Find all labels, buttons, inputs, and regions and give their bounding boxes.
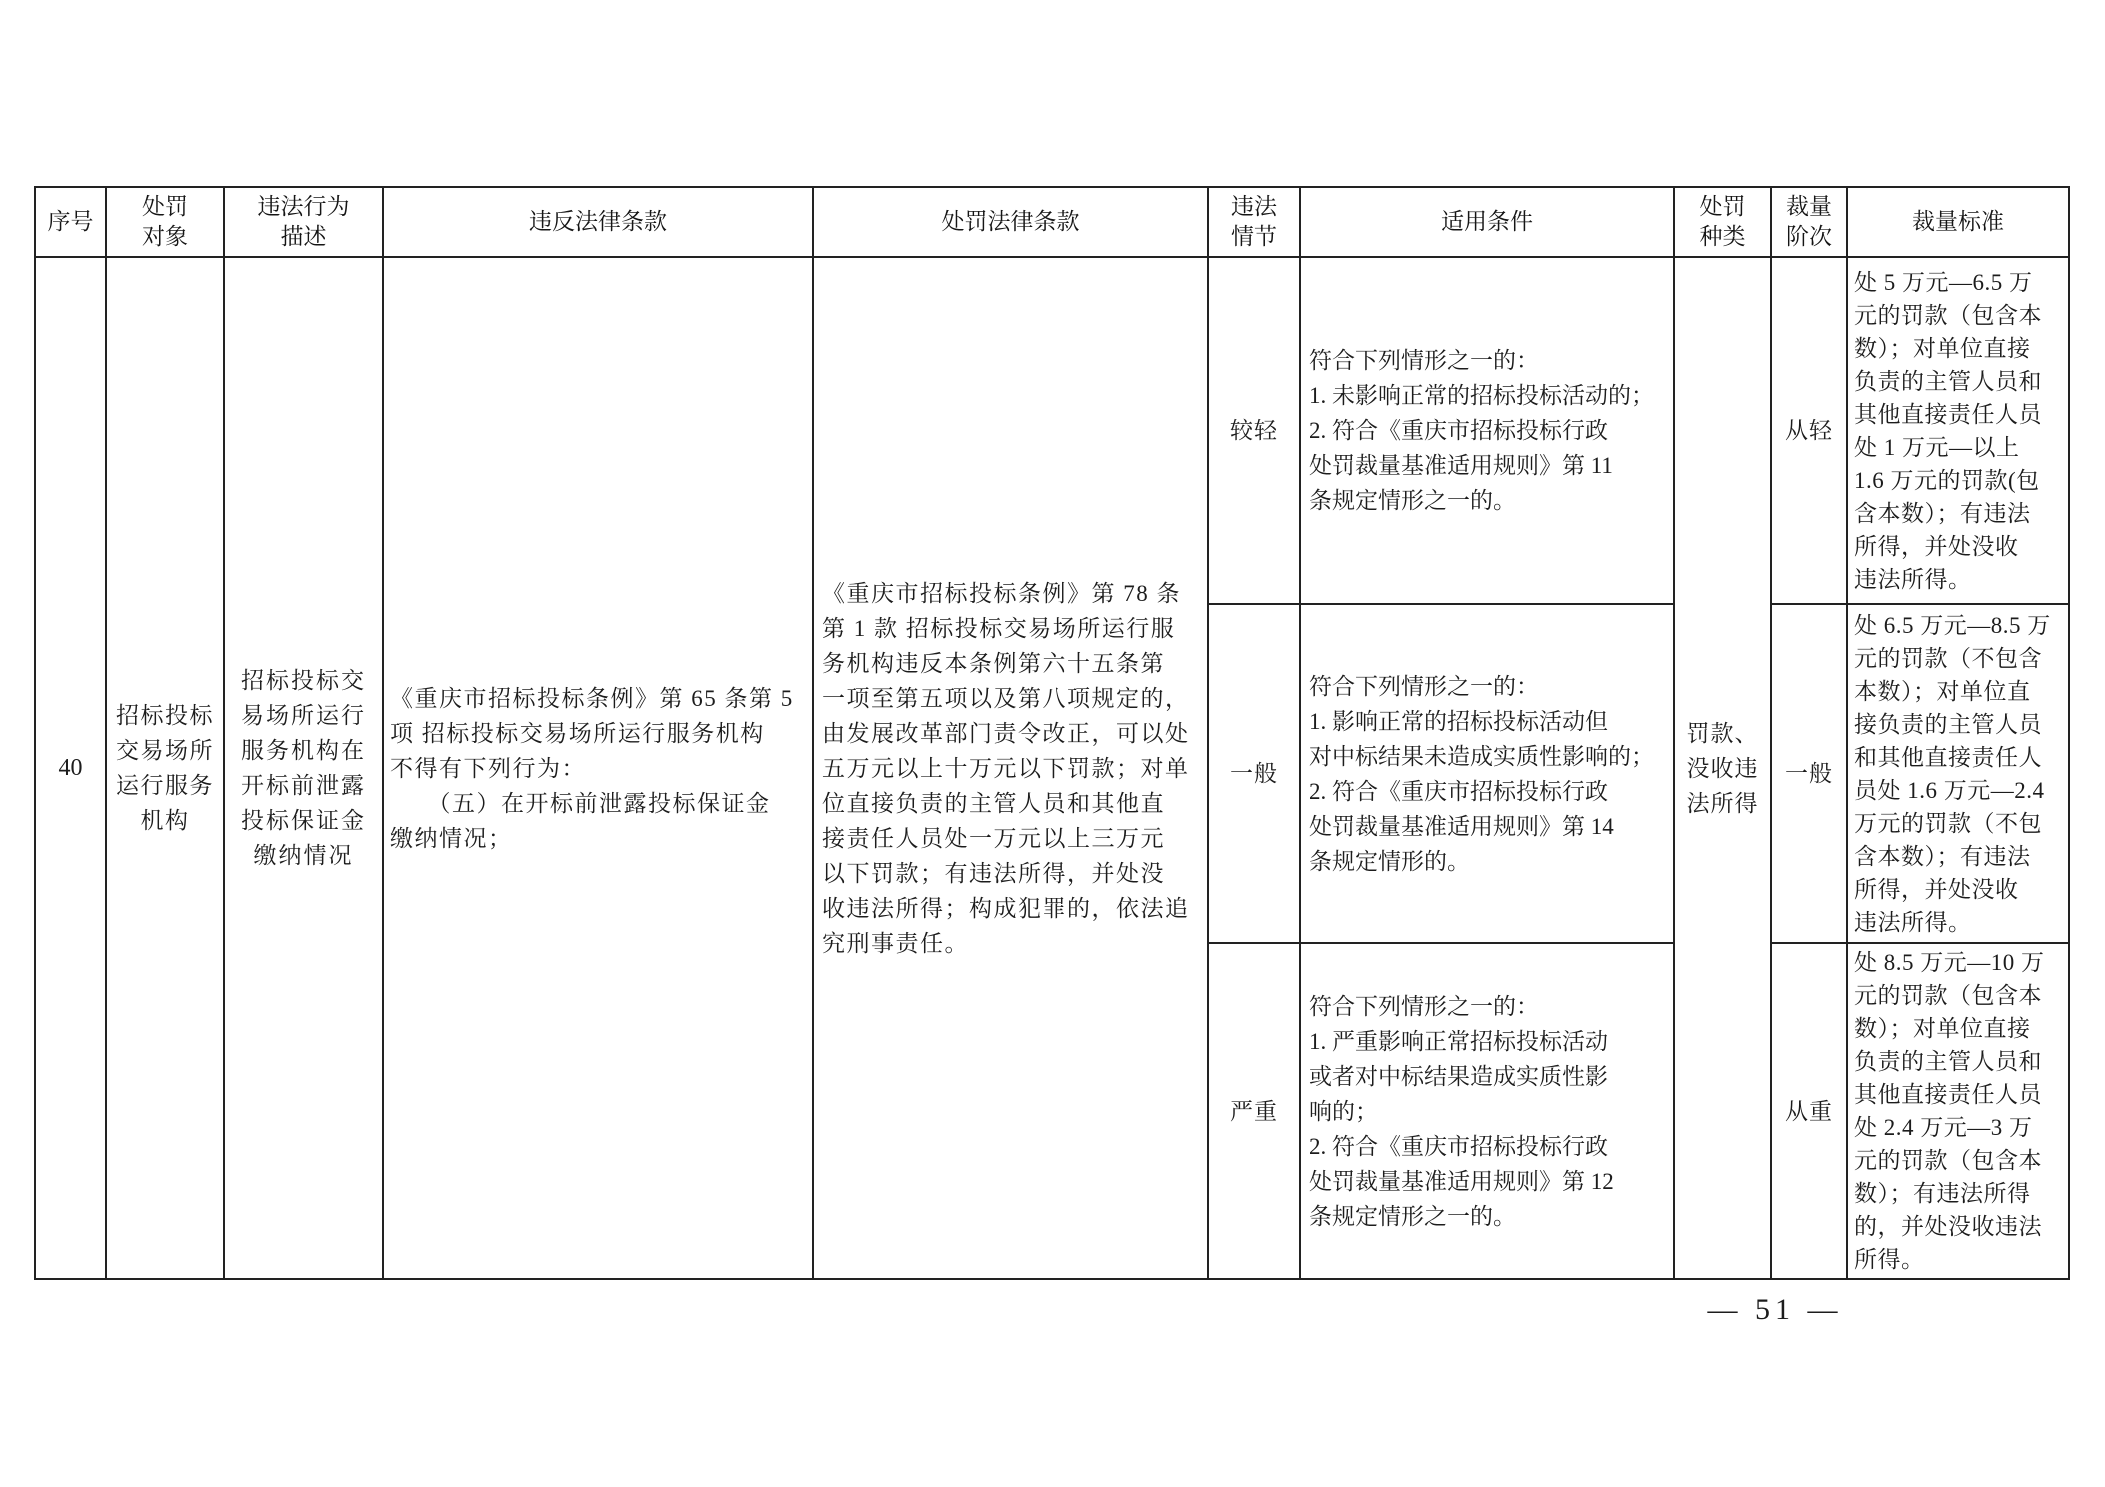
header-violated-clause: 违反法律条款 [383,187,813,257]
cell-penalty-target: 招标投标 交易场所 运行服务 机构 [106,257,224,1279]
header-penalty-type: 处罚 种类 [1674,187,1771,257]
cell-circumstance: 一般 [1208,604,1300,943]
header-penalty-target: 处罚 对象 [106,187,224,257]
page-number: — 51 — [1707,1293,1843,1326]
cell-seq: 40 [35,257,106,1279]
cell-penalty-clause: 《重庆市招标投标条例》第 78 条 第 1 款 招标投标交易场所运行服 务机构违反本条例第六十五条第 一项至第五项以及第八项规定的， 由发展改革部门责令改正，可以处 五万元以上十万元以下罚款；对单 位直接负责的主管人员和其他直 接责任人员处一万元以上三万元 以下罚款；有违法所得，并处没 收违法所得；构成犯罪的，依法追 究刑事责任。 [813,257,1208,1279]
cell-discretion-tier: 从轻 [1771,257,1847,604]
cell-applicable-conditions: 符合下列情形之一的： 1. 严重影响正常招标投标活动 或者对中标结果造成实质性影 响的； 2. 符合《重庆市招标投标行政 处罚裁量基准适用规则》第 12 条规定情形之一的。 [1300,943,1674,1279]
cell-discretion-tier: 一般 [1771,604,1847,943]
penalty-standard-table [34,186,2070,1280]
table-row-light [35,257,2069,604]
cell-penalty-type: 罚款、 没收违 法所得 [1674,257,1771,1279]
header-seq: 序号 [35,187,106,257]
cell-circumstance: 严重 [1208,943,1300,1279]
cell-discretion-standard: 处 8.5 万元—10 万 元的罚款（包含本 数）；对单位直接 负责的主管人员和 其他直接责任人员 处 2.4 万元—3 万 元的罚款（包含本 数）；有违法所得 的，并处没收违法 所得。 [1847,943,2069,1279]
header-discretion-tier: 裁量 阶次 [1771,187,1847,257]
header-applicable-conditions: 适用条件 [1300,187,1674,257]
cell-applicable-conditions: 符合下列情形之一的： 1. 影响正常的招标投标活动但 对中标结果未造成实质性影响的； 2. 符合《重庆市招标投标行政 处罚裁量基准适用规则》第 14 条规定情形的。 [1300,604,1674,943]
header-discretion-standard: 裁量标准 [1847,187,2069,257]
header-row [35,187,2069,257]
cell-circumstance: 较轻 [1208,257,1300,604]
cell-discretion-standard: 处 5 万元—6.5 万 元的罚款（包含本 数）；对单位直接 负责的主管人员和 其他直接责任人员 处 1 万元—以上 1.6 万元的罚款(包 含本数）；有违法 所得，并处没收 违法所得。 [1847,257,2069,604]
header-violation-circumstance: 违法 情节 [1208,187,1300,257]
header-violation-description: 违法行为 描述 [224,187,383,257]
header-penalty-clause: 处罚法律条款 [813,187,1208,257]
cell-discretion-tier: 从重 [1771,943,1847,1279]
cell-discretion-standard: 处 6.5 万元—8.5 万 元的罚款（不包含 本数）；对单位直 接负责的主管人员 和其他直接责任人 员处 1.6 万元—2.4 万元的罚款（不包 含本数）；有违法 所得，并处没收 违法所得。 [1847,604,2069,943]
cell-violation-description: 招标投标交 易场所运行 服务机构在 开标前泄露 投标保证金 缴纳情况 [224,257,383,1279]
cell-violated-clause: 《重庆市招标投标条例》第 65 条第 5 项 招标投标交易场所运行服务机构 不得有下列行为： （五）在开标前泄露投标保证金 缴纳情况； [383,257,813,1279]
cell-applicable-conditions: 符合下列情形之一的： 1. 未影响正常的招标投标活动的； 2. 符合《重庆市招标投标行政 处罚裁量基准适用规则》第 11 条规定情形之一的。 [1300,257,1674,604]
